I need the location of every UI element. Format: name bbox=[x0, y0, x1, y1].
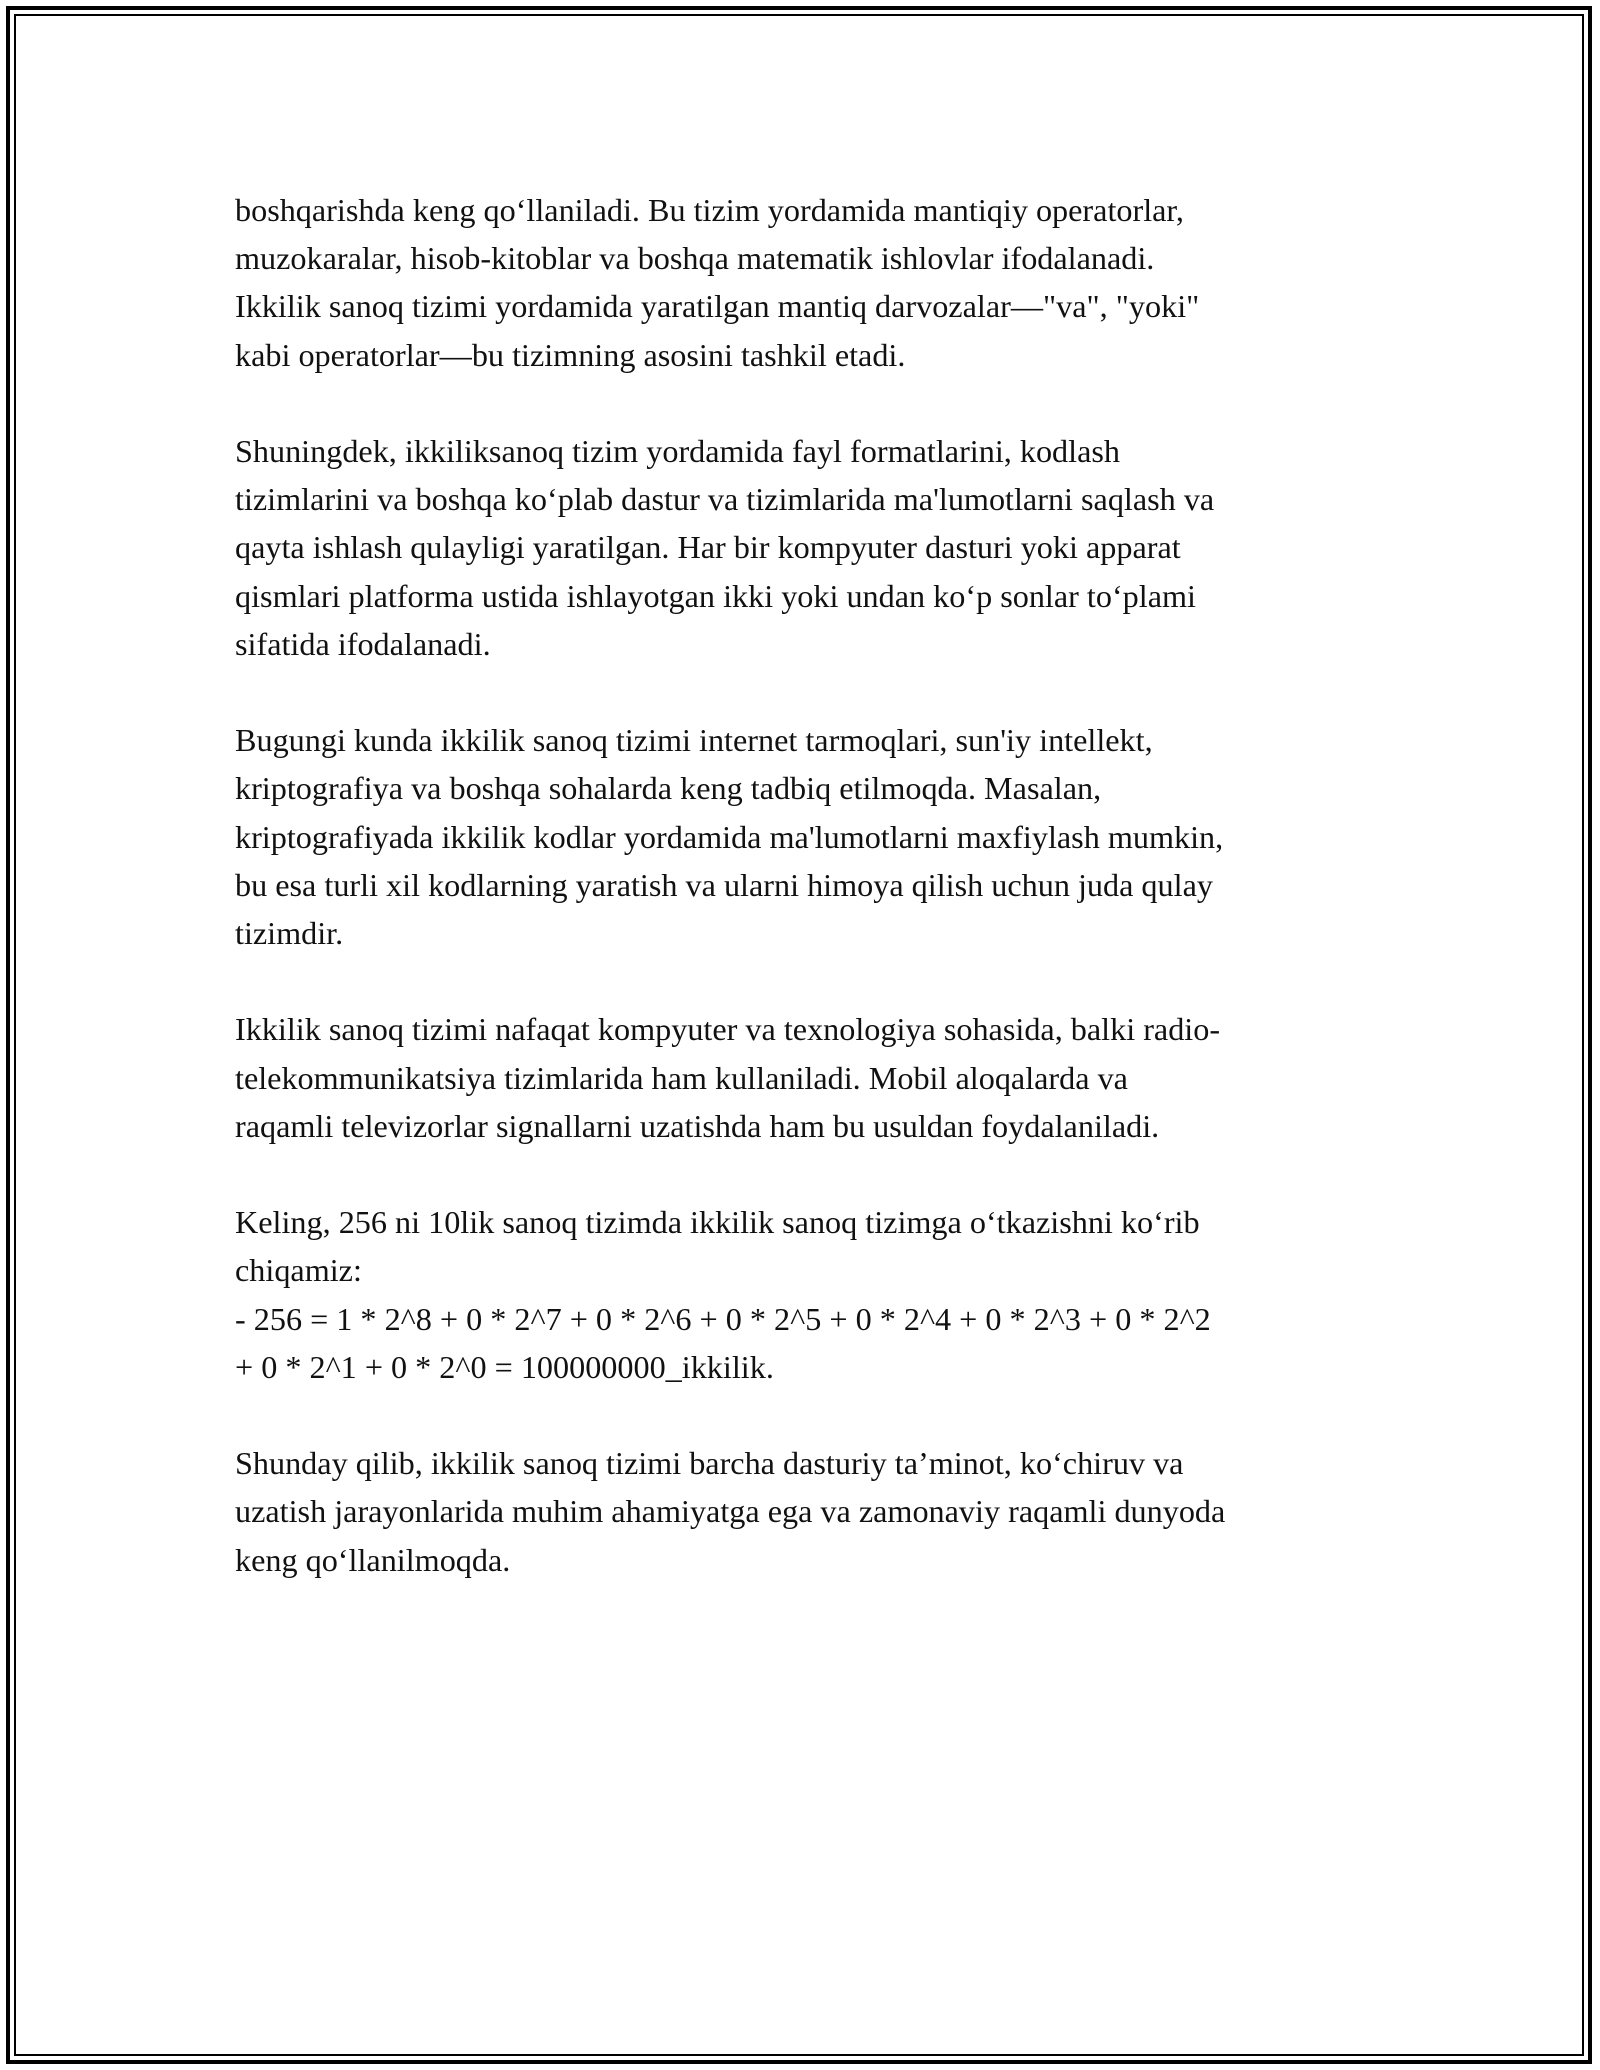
text-line: raqamli televizorlar signallarni uzatishda ham bu usuldan foydalaniladi. bbox=[235, 1107, 1160, 1144]
paragraph-file-formats bbox=[235, 427, 1365, 668]
text-line: qayta ishlash qulayligi yaratilgan. Har bir kompyuter dasturi yoki apparat bbox=[235, 529, 1181, 566]
text-line: boshqarishda keng qo‘llaniladi. Bu tizim yordamida mantiqiy operatorlar, bbox=[235, 192, 1184, 228]
text-line: keng qo‘llanilmoqda. bbox=[235, 1541, 511, 1578]
text-line: Bugungi kunda ikkilik sanoq tizimi internet tarmoqlari, sun'iy intellekt, bbox=[235, 722, 1153, 759]
formula-line: + 0 * 2^1 + 0 * 2^0 = 100000000_ikkilik. bbox=[235, 1348, 774, 1385]
text-line: qismlari platforma ustida ishlayotgan ikki yoki undan ko‘p sonlar to‘plami bbox=[235, 577, 1196, 614]
paragraph-conclusion bbox=[235, 1439, 1365, 1584]
text-line: Shunday qilib, ikkilik sanoq tizimi barcha dasturiy ta’minot, ko‘chiruv va bbox=[235, 1445, 1184, 1482]
text-line: sifatida ifodalanadi. bbox=[235, 625, 491, 662]
paragraph-conversion-example bbox=[235, 1198, 1365, 1391]
text-line: tizimlarini va boshqa ko‘plab dastur va tizimlarida ma'lumotlarni saqlash va bbox=[235, 481, 1215, 518]
text-line: Keling, 256 ni 10lik sanoq tizimda ikkilik sanoq tizimga o‘tkazishni ko‘rib bbox=[235, 1204, 1200, 1241]
text-line: kabi operatorlar—bu tizimning asosini tashkil etadi. bbox=[235, 336, 906, 373]
text-line: kriptografiyada ikkilik kodlar yordamida ma'lumotlarni maxfiylash mumkin, bbox=[235, 818, 1224, 855]
text-line: Ikkilik sanoq tizimi nafaqat kompyuter va texnologiya sohasida, balki radio- bbox=[235, 1011, 1221, 1048]
text-line: bu esa turli xil kodlarning yaratish va ularni himoya qilish uchun juda qulay bbox=[235, 866, 1213, 903]
text-line: tizimdir. bbox=[235, 915, 344, 952]
document-body bbox=[235, 186, 1365, 1632]
text-line: uzatish jarayonlarida muhim ahamiyatga ega va zamonaviy raqamli dunyoda bbox=[235, 1493, 1226, 1530]
text-line: muzokaralar, hisob-kitoblar va boshqa matematik ishlovlar ifodalanadi. bbox=[235, 240, 1155, 277]
paragraph-logic-operators bbox=[235, 186, 1365, 379]
text-line: Ikkilik sanoq tizimi yordamida yaratilgan mantiq darvozalar—"va", "yoki" bbox=[235, 288, 1200, 325]
text-line: kriptografiya va boshqa sohalarda keng tadbiq etilmoqda. Masalan, bbox=[235, 770, 1102, 807]
text-line: chiqamiz: bbox=[235, 1252, 362, 1289]
paragraph-modern-applications bbox=[235, 716, 1365, 957]
paragraph-telecommunications bbox=[235, 1005, 1365, 1150]
text-line: Shuningdek, ikkiliksanoq tizim yordamida fayl formatlarini, kodlash bbox=[235, 433, 1120, 469]
formula-line: - 256 = 1 * 2^8 + 0 * 2^7 + 0 * 2^6 + 0 * 2^5 + 0 * 2^4 + 0 * 2^3 + 0 * 2^2 bbox=[235, 1300, 1211, 1337]
text-line: telekommunikatsiya tizimlarida ham kullaniladi. Mobil aloqalarda va bbox=[235, 1059, 1128, 1096]
